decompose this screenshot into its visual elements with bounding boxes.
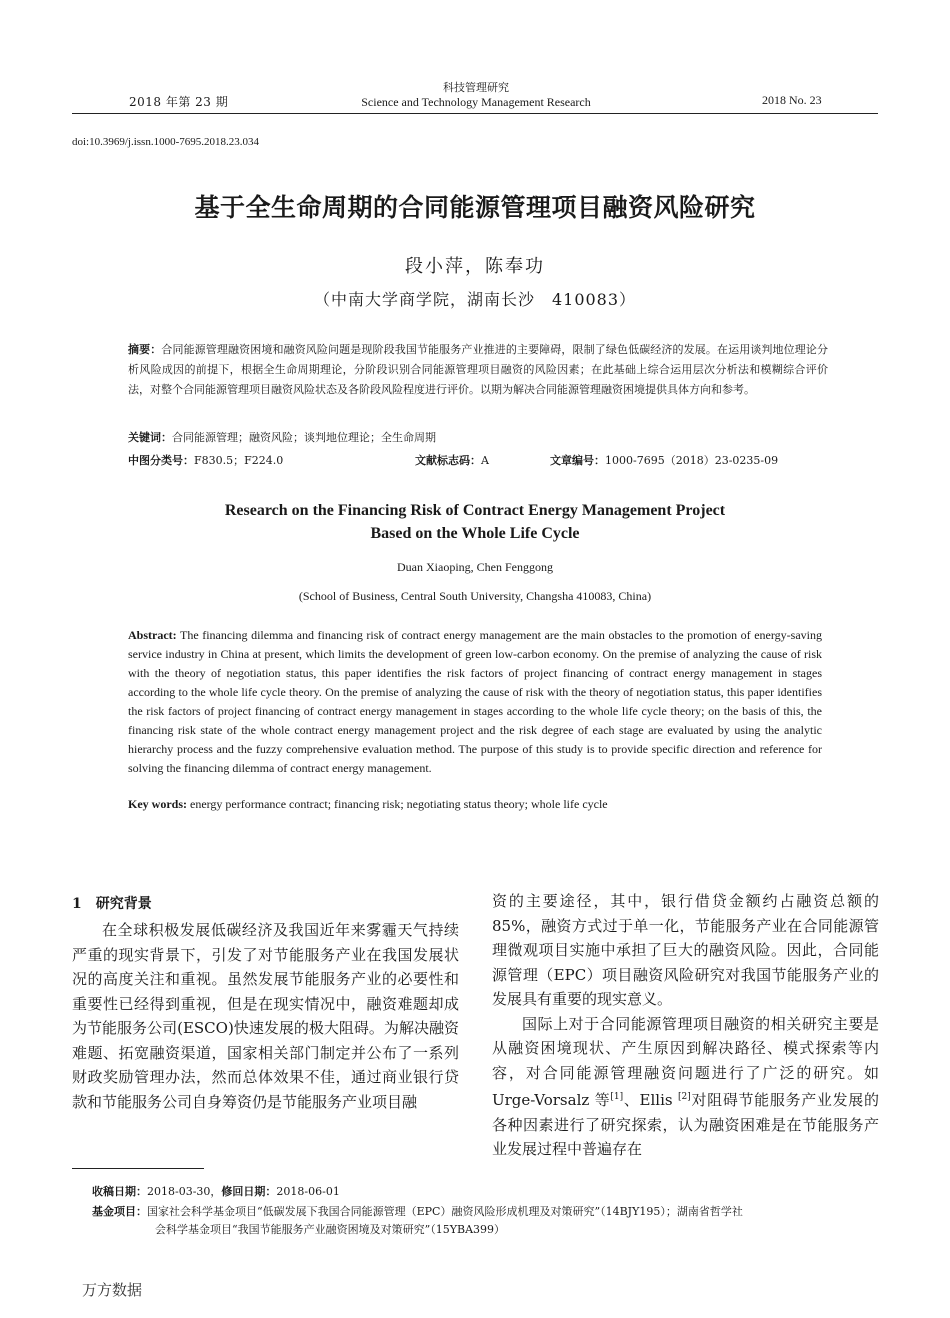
authors-en: Duan Xiaoping, Chen Fenggong — [397, 560, 553, 574]
clc-value: F830.5；F224.0 — [194, 454, 284, 467]
header-journal — [340, 80, 612, 110]
received-date: 2018-03-30， — [147, 1185, 222, 1198]
footnote-dates — [92, 1183, 892, 1201]
abstract-en-label: Abstract: — [128, 628, 177, 642]
footnote-divider — [72, 1168, 204, 1169]
citation-ref: [1] — [610, 1092, 624, 1102]
body-paragraph: 在全球积极发展低碳经济及我国近年来雾霾天气持续严重的现实背景下，引发了对节能服务产业在我国发展状况的高度关注和重视。虽然发展节能服务产业的必要性和重要性已经得到重视，但是在现实情况中，融资难题却成为节能服务公司(ESCO)快速发展的极大阻碍。为解决融资难题、拓宽融资渠道，国家相关部门制定并公布了一系列财政奖励管理办法，然而总体效果不佳，通过商业银行贷款和节能服务公司自身筹资仍是节能服务产业项目融 — [72, 921, 459, 1111]
doi: doi:10.3969/j.issn.1000-7695.2018.23.034 — [72, 136, 260, 148]
section-heading: 1 研究背景 — [72, 896, 152, 912]
abstract-cn-text: 合同能源管理融资困境和融资风险问题是现阶段我国节能服务产业推进的主要障碍，限制了绿色低碳经济的发展。在运用谈判地位理论分析风险成因的前提下，根据全生命周期理论，分阶段识别合同能源管理项目融资的风险因素；在此基础上综合运用层次分析法和模糊综合评价法，对整个合同能源管理项目融资风险状态及各阶段风险程度进行评价。以期为解决合同能源管理融资困境提供具体方向和参考。 — [128, 343, 829, 396]
doc-code-label: 文献标志码： — [415, 454, 481, 467]
header-issue-en: 2018 No. 23 — [762, 93, 822, 107]
fund-line1: 国家社会科学基金项目“低碳发展下我国合同能源管理（EPC）融资风险形成机理及对策研究”（14BJY195）；湖南省哲学社 — [147, 1205, 743, 1218]
keywords-en-text: energy performance contract; financing risk; negotiating status theory; whole life cycle — [187, 797, 608, 811]
doc-code-value: A — [481, 454, 489, 467]
keywords-cn — [128, 429, 828, 445]
keywords-en-label: Key words: — [128, 797, 187, 811]
abstract-en — [128, 626, 822, 778]
keywords-cn-text: 合同能源管理；融资风险；谈判地位理论；全生命周期 — [172, 431, 436, 444]
abstract-en-text: The financing dilemma and financing risk of contract energy management are the main obstacles to the promotion of energy-saving service industry in China at present, which limits the development of green low-carbon economy. On the premise of analyzing the cause of risk with the theory of negotiation status, this paper identifies the risk factors of project financing of contract energy management in stages according to the whole life cycle theory. On the premise of analyzing the cause of risk with the theory of negotiation status, this paper identifies the risk factors of project financing of contract energy management in stages according to the whole life cycle theory; on the basis of this, the financing risk state of the whole contract energy management project and the risk degree of each stage are evaluated by using the analytic hierarchy process and the fuzzy comprehensive evaluation method. The purpose of this study is to provide specific direction and reference for solving the financing dilemma of contract energy management. — [128, 628, 822, 775]
keywords-cn-label: 关键词： — [128, 431, 172, 444]
citation-ref: [2] — [678, 1092, 691, 1102]
revised-label: 修回日期： — [221, 1185, 277, 1198]
received-label: 收稿日期： — [92, 1185, 147, 1198]
revised-date: 2018-06-01 — [276, 1185, 340, 1198]
body-column-right — [492, 889, 879, 1162]
body-paragraph: 资的主要途径，其中，银行借贷金额约占融资总额的 85%，融资方式过于单一化，节能服务产业在合同能源管理微观项目实施中承担了巨大的融资风险。因此，合同能源管理（EPC）项目融资风险研究对我国节能服务产业的发展具有重要的现实意义。 — [492, 892, 879, 1008]
watermark: 万方数据 — [82, 1281, 143, 1299]
title-en-line2: Based on the Whole Life Cycle — [370, 525, 580, 542]
article-number-value: 1000-7695（2018）23-0235-09 — [605, 454, 779, 467]
footnote-fund-cont: 会科学基金项目“我国节能服务产业融资困境及对策研究”（15YBA399） — [155, 1223, 506, 1236]
affiliation-en: (School of Business, Central South University, Changsha 410083, China) — [298, 589, 652, 603]
header-divider — [72, 113, 878, 114]
abstract-cn-label: 摘要： — [128, 343, 162, 356]
article-number — [550, 452, 778, 468]
body-text: 国际上对于合同能源管理项目融资的相关研究主要是从融资困境现状、产生原因到解决路径、模式探索等内容，对合同能源管理融资问题进行了广泛的研究。如 Urge-Vorsalz 等 — [492, 1014, 879, 1109]
title-cn: 基于全生命周期的合同能源管理项目融资风险研究 — [194, 193, 756, 222]
fund-label: 基金项目： — [92, 1205, 147, 1218]
abstract-cn — [128, 340, 828, 400]
body-paragraph — [492, 1012, 879, 1162]
footnote-fund — [92, 1203, 892, 1221]
journal-name-en: Science and Technology Management Research — [361, 95, 591, 109]
body-column-left — [72, 918, 459, 1114]
affiliation-cn: （中南大学商学院，湖南长沙 410083） — [313, 290, 637, 309]
body-text: 、Ellis — [623, 1091, 679, 1109]
clc-number — [128, 452, 283, 468]
clc-label: 中图分类号： — [128, 454, 194, 467]
journal-name-cn: 科技管理研究 — [443, 81, 509, 94]
title-en — [72, 499, 878, 545]
title-en-line1: Research on the Financing Risk of Contract Energy Management Project — [224, 502, 726, 519]
document-code — [415, 452, 489, 468]
header-issue: 2018 年第 23 期 — [129, 95, 229, 109]
authors-cn: 段小萍，陈奉功 — [405, 256, 545, 277]
article-number-label: 文章编号： — [550, 454, 605, 467]
body-text: 对阻碍节能服务产业发展的各种因素进行了研究探索，认为融资困难是在节能服务产业发展过程中普遍存在 — [492, 1091, 879, 1158]
keywords-en — [128, 797, 822, 812]
